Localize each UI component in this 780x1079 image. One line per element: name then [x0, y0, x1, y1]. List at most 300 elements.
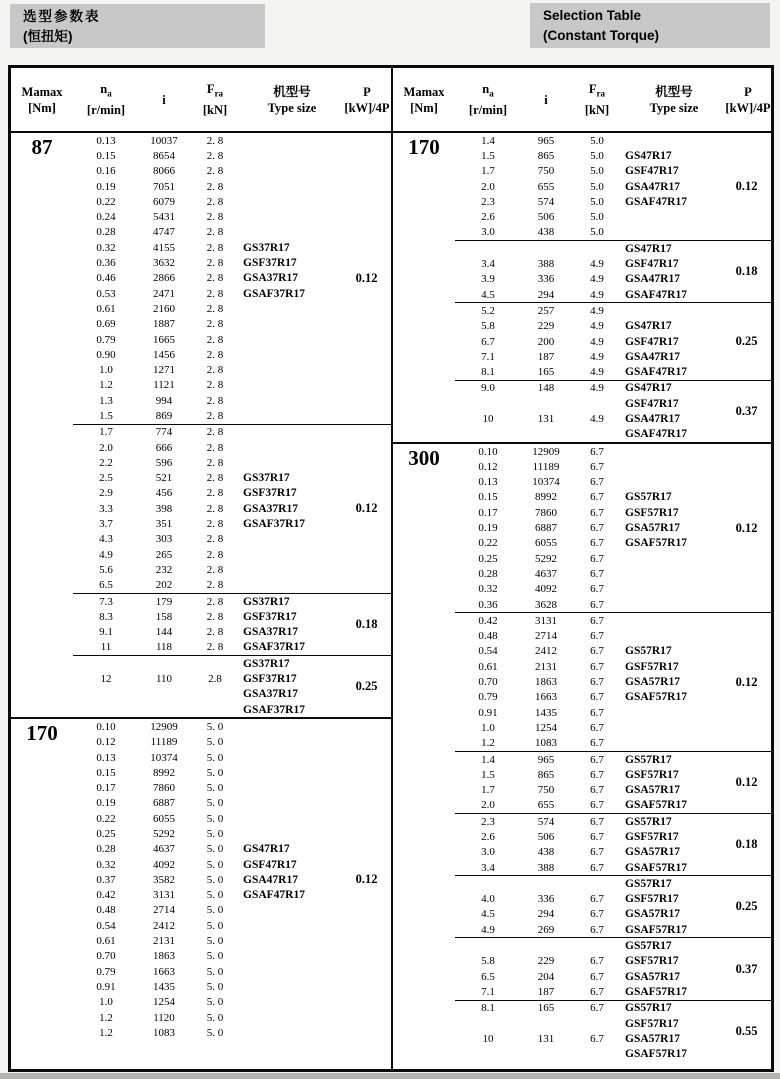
- table-row: [73, 301, 342, 316]
- block-lines: [455, 814, 722, 875]
- type-size-cell: GS37R17: [243, 241, 290, 254]
- table-row: [73, 1010, 342, 1025]
- na-cell: 1.2: [99, 379, 113, 392]
- i-cell: 118: [155, 641, 173, 654]
- i-cell: 4637: [535, 567, 557, 580]
- header-type-size: 机型号 Type size: [267, 84, 317, 115]
- section-blocks: [455, 133, 771, 442]
- table-row: [73, 750, 342, 765]
- fra-cell: 5.0: [590, 180, 604, 193]
- fra-cell: 6.7: [590, 476, 604, 489]
- i-cell: 7051: [153, 180, 175, 193]
- table-row: [73, 194, 342, 209]
- na-cell: 0.46: [96, 272, 116, 285]
- table-row: [455, 907, 722, 922]
- i-cell: 165: [537, 366, 555, 379]
- fra-cell: 2. 8: [206, 149, 224, 162]
- na-cell: 0.13: [96, 134, 116, 147]
- na-cell: 1.5: [481, 149, 495, 162]
- table-row: [455, 444, 722, 459]
- i-cell: 131: [537, 1032, 555, 1045]
- i-cell: 131: [537, 412, 555, 425]
- na-cell: 3.3: [99, 502, 113, 515]
- table-row: [73, 347, 342, 362]
- table-row: [73, 594, 342, 609]
- i-cell: 204: [537, 970, 555, 983]
- type-size-cell: GS57R17: [625, 815, 672, 828]
- i-cell: 1271: [153, 364, 175, 377]
- type-size-cell: GSF57R17: [625, 1017, 679, 1030]
- type-size-cell: GSF47R17: [625, 397, 679, 410]
- fra-cell: 6.7: [590, 923, 604, 936]
- na-cell: 4.5: [481, 288, 495, 301]
- i-cell: 865: [537, 149, 555, 162]
- power-rating-value: 0.12: [735, 674, 758, 689]
- na-cell: 3.4: [481, 258, 495, 271]
- type-size-cell: GSA57R17: [625, 676, 680, 689]
- type-size-cell: GSAF37R17: [243, 518, 305, 531]
- na-cell: 0.15: [96, 149, 116, 162]
- power-rating-value: 0.25: [735, 899, 758, 914]
- table-row: [73, 888, 342, 903]
- type-size-cell: GSA47R17: [625, 412, 680, 425]
- table-row: [455, 767, 722, 782]
- data-block: [455, 240, 771, 302]
- type-size-cell: GSA57R17: [625, 1032, 680, 1045]
- fra-cell: 2. 8: [206, 333, 224, 346]
- type-size-cell: GS57R17: [625, 940, 672, 953]
- type-size-cell: GSA57R17: [625, 970, 680, 983]
- fra-cell: 6.7: [590, 614, 604, 627]
- table-row: [455, 241, 722, 256]
- i-cell: 200: [537, 335, 555, 348]
- i-cell: 1435: [535, 706, 557, 719]
- table-row: [73, 811, 342, 826]
- page-edge-strip: [0, 1073, 780, 1079]
- table-row: [455, 659, 722, 674]
- data-block: [455, 875, 771, 937]
- table-row: [73, 903, 342, 918]
- na-cell: 2.9: [99, 487, 113, 500]
- type-size-cell: GSAF57R17: [625, 799, 687, 812]
- na-cell: 0.28: [96, 226, 116, 239]
- i-cell: 187: [537, 985, 555, 998]
- power-rating-value: 0.12: [735, 520, 758, 535]
- table-row: [455, 1031, 722, 1046]
- header-na: $n_a$ [r/min]: [468, 82, 508, 117]
- table-row: [455, 411, 722, 426]
- fra-cell: 6.7: [590, 445, 604, 458]
- na-cell: 5.2: [481, 304, 495, 317]
- table-row: [455, 272, 722, 287]
- i-cell: 2160: [153, 302, 175, 315]
- fra-cell: 2. 8: [206, 626, 224, 639]
- na-cell: 1.4: [481, 134, 495, 147]
- i-cell: 336: [537, 273, 555, 286]
- i-cell: 1887: [153, 318, 175, 331]
- data-block: [455, 133, 771, 240]
- table-row: [455, 148, 722, 163]
- fra-cell: 5. 0: [206, 904, 224, 917]
- na-cell: 0.24: [96, 211, 116, 224]
- i-cell: 4092: [535, 583, 557, 596]
- fra-cell: 2. 8: [206, 287, 224, 300]
- i-cell: 148: [537, 382, 555, 395]
- na-cell: 0.61: [96, 302, 116, 315]
- i-cell: 5292: [153, 828, 175, 840]
- data-block: [73, 133, 391, 424]
- table-row: [73, 735, 342, 750]
- i-cell: 187: [537, 350, 555, 363]
- i-cell: 2412: [535, 645, 557, 658]
- type-size-cell: GS47R17: [625, 382, 672, 395]
- table-row: [73, 133, 342, 148]
- na-cell: 4.3: [99, 533, 113, 546]
- i-cell: 750: [537, 165, 555, 178]
- na-cell: 2.0: [481, 799, 495, 812]
- i-cell: 1121: [153, 379, 175, 392]
- fra-cell: 6.7: [590, 970, 604, 983]
- table-half-right: [391, 68, 771, 1069]
- fra-cell: 6.7: [590, 721, 604, 734]
- i-cell: 388: [537, 861, 555, 874]
- table-row: [73, 164, 342, 179]
- table-row: [73, 455, 342, 470]
- fra-cell: 6.7: [590, 799, 604, 812]
- fra-cell: 6.7: [590, 583, 604, 596]
- fra-cell: 5. 0: [206, 812, 224, 825]
- table-row: [455, 319, 722, 334]
- type-size-cell: GS47R17: [625, 242, 672, 255]
- section-blocks: [73, 719, 391, 1040]
- na-cell: 0.12: [478, 460, 498, 473]
- na-cell: 0.10: [96, 720, 116, 733]
- type-size-cell: GSA37R17: [243, 626, 298, 639]
- type-size-cell: GS37R17: [243, 472, 290, 485]
- table-row: [455, 876, 722, 891]
- table-row: [455, 629, 722, 644]
- type-size-cell: GSF57R17: [625, 506, 679, 519]
- table-row: [455, 720, 722, 735]
- fra-cell: 5. 0: [206, 843, 224, 856]
- table-row: [73, 425, 342, 440]
- fra-cell: 5. 0: [206, 950, 224, 963]
- i-cell: 5431: [153, 211, 175, 224]
- na-cell: 2.2: [99, 456, 113, 469]
- i-cell: 265: [155, 548, 173, 561]
- na-cell: 1.5: [99, 409, 113, 422]
- table-row: [73, 547, 342, 562]
- fra-cell: 2. 8: [206, 518, 224, 531]
- i-cell: 336: [537, 893, 555, 906]
- na-cell: 7.3: [99, 595, 113, 608]
- table-row: [455, 164, 722, 179]
- i-cell: 666: [155, 441, 173, 454]
- type-size-cell: GSAF37R17: [243, 287, 305, 300]
- fra-cell: 5. 0: [206, 919, 224, 932]
- fra-cell: 6.7: [590, 598, 604, 611]
- na-cell: 4.9: [99, 548, 113, 561]
- table-header-left: [11, 68, 391, 133]
- table-row: [455, 736, 722, 751]
- fra-cell: 2. 8: [206, 441, 224, 454]
- na-cell: 1.0: [99, 996, 113, 1009]
- fra-cell: 6.7: [590, 893, 604, 906]
- i-cell: 965: [537, 753, 555, 766]
- na-cell: 7.1: [481, 985, 495, 998]
- i-cell: 2714: [153, 904, 175, 917]
- type-size-cell: GSAF47R17: [625, 195, 687, 208]
- table-row: [455, 566, 722, 581]
- table-row: [455, 752, 722, 767]
- i-cell: 869: [155, 409, 173, 422]
- data-block: [455, 1000, 771, 1062]
- type-size-cell: GSF57R17: [625, 831, 679, 843]
- i-cell: 1254: [153, 996, 175, 1009]
- i-cell: 351: [155, 518, 173, 531]
- table-section: [11, 717, 391, 1040]
- type-size-cell: GSA57R17: [625, 846, 680, 859]
- table-row: [455, 364, 722, 379]
- na-cell: 6.5: [99, 579, 113, 592]
- table-row: [455, 287, 722, 302]
- type-size-cell: GSF37R17: [243, 487, 297, 500]
- table-row: [455, 782, 722, 797]
- na-cell: 0.79: [96, 333, 116, 346]
- i-cell: 11189: [150, 736, 178, 749]
- table-row: [455, 845, 722, 860]
- data-block: [73, 593, 391, 655]
- i-cell: 750: [537, 784, 555, 797]
- i-cell: 229: [537, 320, 555, 333]
- table-row: [455, 954, 722, 969]
- block-lines: [455, 133, 722, 240]
- type-size-cell: GSA57R17: [625, 784, 680, 797]
- power-rating-value: 0.12: [355, 270, 378, 285]
- page-title-en: Selection Table: [543, 8, 642, 23]
- table-row: [73, 271, 342, 286]
- fra-cell: 5. 0: [206, 1026, 224, 1039]
- table-row: [73, 317, 342, 332]
- section-blocks: [455, 444, 771, 1062]
- table-row: [73, 872, 342, 887]
- i-cell: 655: [537, 799, 555, 812]
- type-size-cell: GS57R17: [625, 645, 672, 658]
- fra-cell: 2. 8: [206, 456, 224, 469]
- page-title-cn: 选型参数表: [23, 9, 101, 24]
- block-lines: [73, 656, 342, 717]
- i-cell: 10374: [150, 751, 178, 764]
- table-row: [73, 625, 342, 640]
- i-cell: 3632: [153, 257, 175, 270]
- i-cell: 1863: [153, 950, 175, 963]
- fra-cell: 2. 8: [206, 257, 224, 270]
- type-size-cell: GSA37R17: [243, 688, 298, 701]
- type-size-cell: GSA57R17: [625, 908, 680, 921]
- na-cell: 1.7: [481, 784, 495, 797]
- i-cell: 257: [537, 304, 555, 317]
- i-cell: 158: [155, 610, 173, 623]
- table-row: [455, 303, 722, 318]
- i-cell: 4092: [153, 858, 175, 871]
- type-size-cell: GS37R17: [243, 595, 290, 608]
- i-cell: 6887: [153, 797, 175, 810]
- na-cell: 3.4: [481, 861, 495, 874]
- na-cell: 6.7: [481, 335, 495, 348]
- fra-cell: 6.7: [590, 506, 604, 519]
- table-row: [455, 984, 722, 999]
- fra-cell: 4.9: [590, 335, 604, 348]
- block-lines: [455, 444, 722, 612]
- na-cell: 0.79: [478, 691, 498, 704]
- title-box-english: [530, 3, 770, 48]
- na-cell: 12: [100, 673, 112, 686]
- na-cell: 0.28: [96, 843, 116, 856]
- na-cell: 0.42: [96, 889, 116, 902]
- fra-cell: 6.7: [590, 768, 604, 781]
- table-row: [73, 842, 342, 857]
- header-power: P [kW]/4P: [344, 84, 390, 115]
- fra-cell: 2. 8: [206, 195, 224, 208]
- type-size-cell: GSAF47R17: [625, 366, 687, 379]
- fra-cell: 4.9: [590, 273, 604, 286]
- i-cell: 12909: [532, 445, 560, 458]
- table-row: [73, 332, 342, 347]
- na-cell: 2.3: [481, 815, 495, 828]
- fra-cell: 2. 8: [206, 226, 224, 239]
- i-cell: 506: [537, 211, 555, 224]
- fra-cell: 4.9: [590, 304, 604, 317]
- type-size-cell: GSF47R17: [625, 258, 679, 271]
- na-cell: 5.6: [99, 563, 113, 576]
- fra-cell: 5. 0: [206, 797, 224, 810]
- fra-cell: 5. 0: [206, 935, 224, 948]
- i-cell: 388: [537, 258, 555, 271]
- table-row: [455, 798, 722, 813]
- block-lines: [73, 594, 342, 655]
- table-row: [455, 922, 722, 937]
- fra-cell: 4.9: [590, 350, 604, 363]
- na-cell: 0.10: [478, 445, 498, 458]
- table-row: [73, 609, 342, 624]
- table-row: [455, 597, 722, 612]
- table-row: [455, 551, 722, 566]
- mamax-value: 300: [408, 445, 440, 470]
- block-lines: [455, 303, 722, 379]
- table-row: [455, 520, 722, 535]
- table-row: [73, 408, 342, 423]
- i-cell: 165: [537, 1002, 555, 1015]
- i-cell: 6055: [535, 537, 557, 550]
- fra-cell: 2. 8: [206, 610, 224, 623]
- type-size-cell: GSF47R17: [243, 858, 297, 871]
- na-cell: 0.13: [478, 476, 498, 489]
- table-row: [455, 381, 722, 396]
- i-cell: 7860: [153, 782, 175, 795]
- fra-cell: 6.7: [590, 491, 604, 504]
- na-cell: 0.91: [478, 706, 498, 719]
- table-row: [455, 179, 722, 194]
- fra-cell: 2. 8: [206, 533, 224, 546]
- fra-cell: 2. 8: [206, 134, 224, 147]
- fra-cell: 6.7: [590, 691, 604, 704]
- na-cell: 0.25: [478, 552, 498, 565]
- selection-table: [8, 65, 774, 1072]
- power-rating-value: 0.25: [735, 334, 758, 348]
- power-rating-value: 0.37: [735, 403, 758, 418]
- block-lines: [455, 876, 722, 937]
- fra-cell: 6.7: [590, 908, 604, 921]
- table-row: [455, 396, 722, 411]
- type-size-cell: GSA57R17: [625, 522, 680, 535]
- type-size-cell: GSA37R17: [243, 272, 298, 285]
- na-cell: 0.70: [96, 950, 116, 963]
- table-row: [455, 490, 722, 505]
- type-size-cell: GSA47R17: [625, 180, 680, 193]
- table-body-left: [11, 133, 391, 1041]
- table-row: [455, 1001, 722, 1016]
- fra-cell: 2. 8: [206, 318, 224, 331]
- table-row: [455, 256, 722, 271]
- i-cell: 1665: [153, 333, 175, 346]
- table-row: [73, 225, 342, 240]
- table-row: [73, 486, 342, 501]
- i-cell: 774: [155, 426, 173, 439]
- table-row: [455, 349, 722, 364]
- na-cell: 1.5: [481, 768, 495, 781]
- na-cell: 11: [100, 641, 112, 654]
- power-rating-value: 0.12: [355, 872, 378, 887]
- i-cell: 994: [155, 394, 173, 407]
- na-cell: 0.15: [96, 766, 116, 779]
- table-row: [73, 578, 342, 593]
- header-fra: $F_{ra}$ [kN]: [584, 82, 610, 117]
- i-cell: 3628: [535, 598, 557, 611]
- table-row: [455, 1016, 722, 1031]
- block-lines: [455, 381, 722, 442]
- i-cell: 521: [155, 472, 173, 485]
- power-rating-value: 0.37: [735, 961, 758, 976]
- fra-cell: 2. 8: [206, 364, 224, 377]
- fra-cell: 6.7: [590, 1032, 604, 1045]
- data-block: [455, 444, 771, 612]
- fra-cell: 2. 8: [206, 579, 224, 592]
- data-block: [73, 719, 391, 1040]
- na-cell: 8.1: [481, 366, 495, 379]
- table-row: [73, 148, 342, 163]
- na-cell: 0.48: [96, 904, 116, 917]
- fra-cell: 2. 8: [206, 563, 224, 576]
- na-cell: 4.5: [481, 908, 495, 921]
- header-i: i: [544, 92, 548, 107]
- data-block: [455, 380, 771, 442]
- i-cell: 1863: [535, 676, 557, 689]
- na-cell: 9.0: [481, 382, 495, 395]
- block-lines: [455, 938, 722, 999]
- table-row: [455, 225, 722, 240]
- i-cell: 3131: [153, 889, 175, 902]
- table-half-left: [11, 68, 391, 1069]
- i-cell: 1663: [535, 691, 557, 704]
- i-cell: 232: [155, 563, 173, 576]
- i-cell: 10037: [150, 134, 178, 147]
- na-cell: 0.61: [96, 935, 116, 948]
- mamax-value: 87: [31, 135, 53, 159]
- block-lines: [455, 752, 722, 813]
- block-lines: [455, 241, 722, 302]
- header-type-size: 机型号 Type size: [649, 84, 699, 115]
- table-row: [73, 362, 342, 377]
